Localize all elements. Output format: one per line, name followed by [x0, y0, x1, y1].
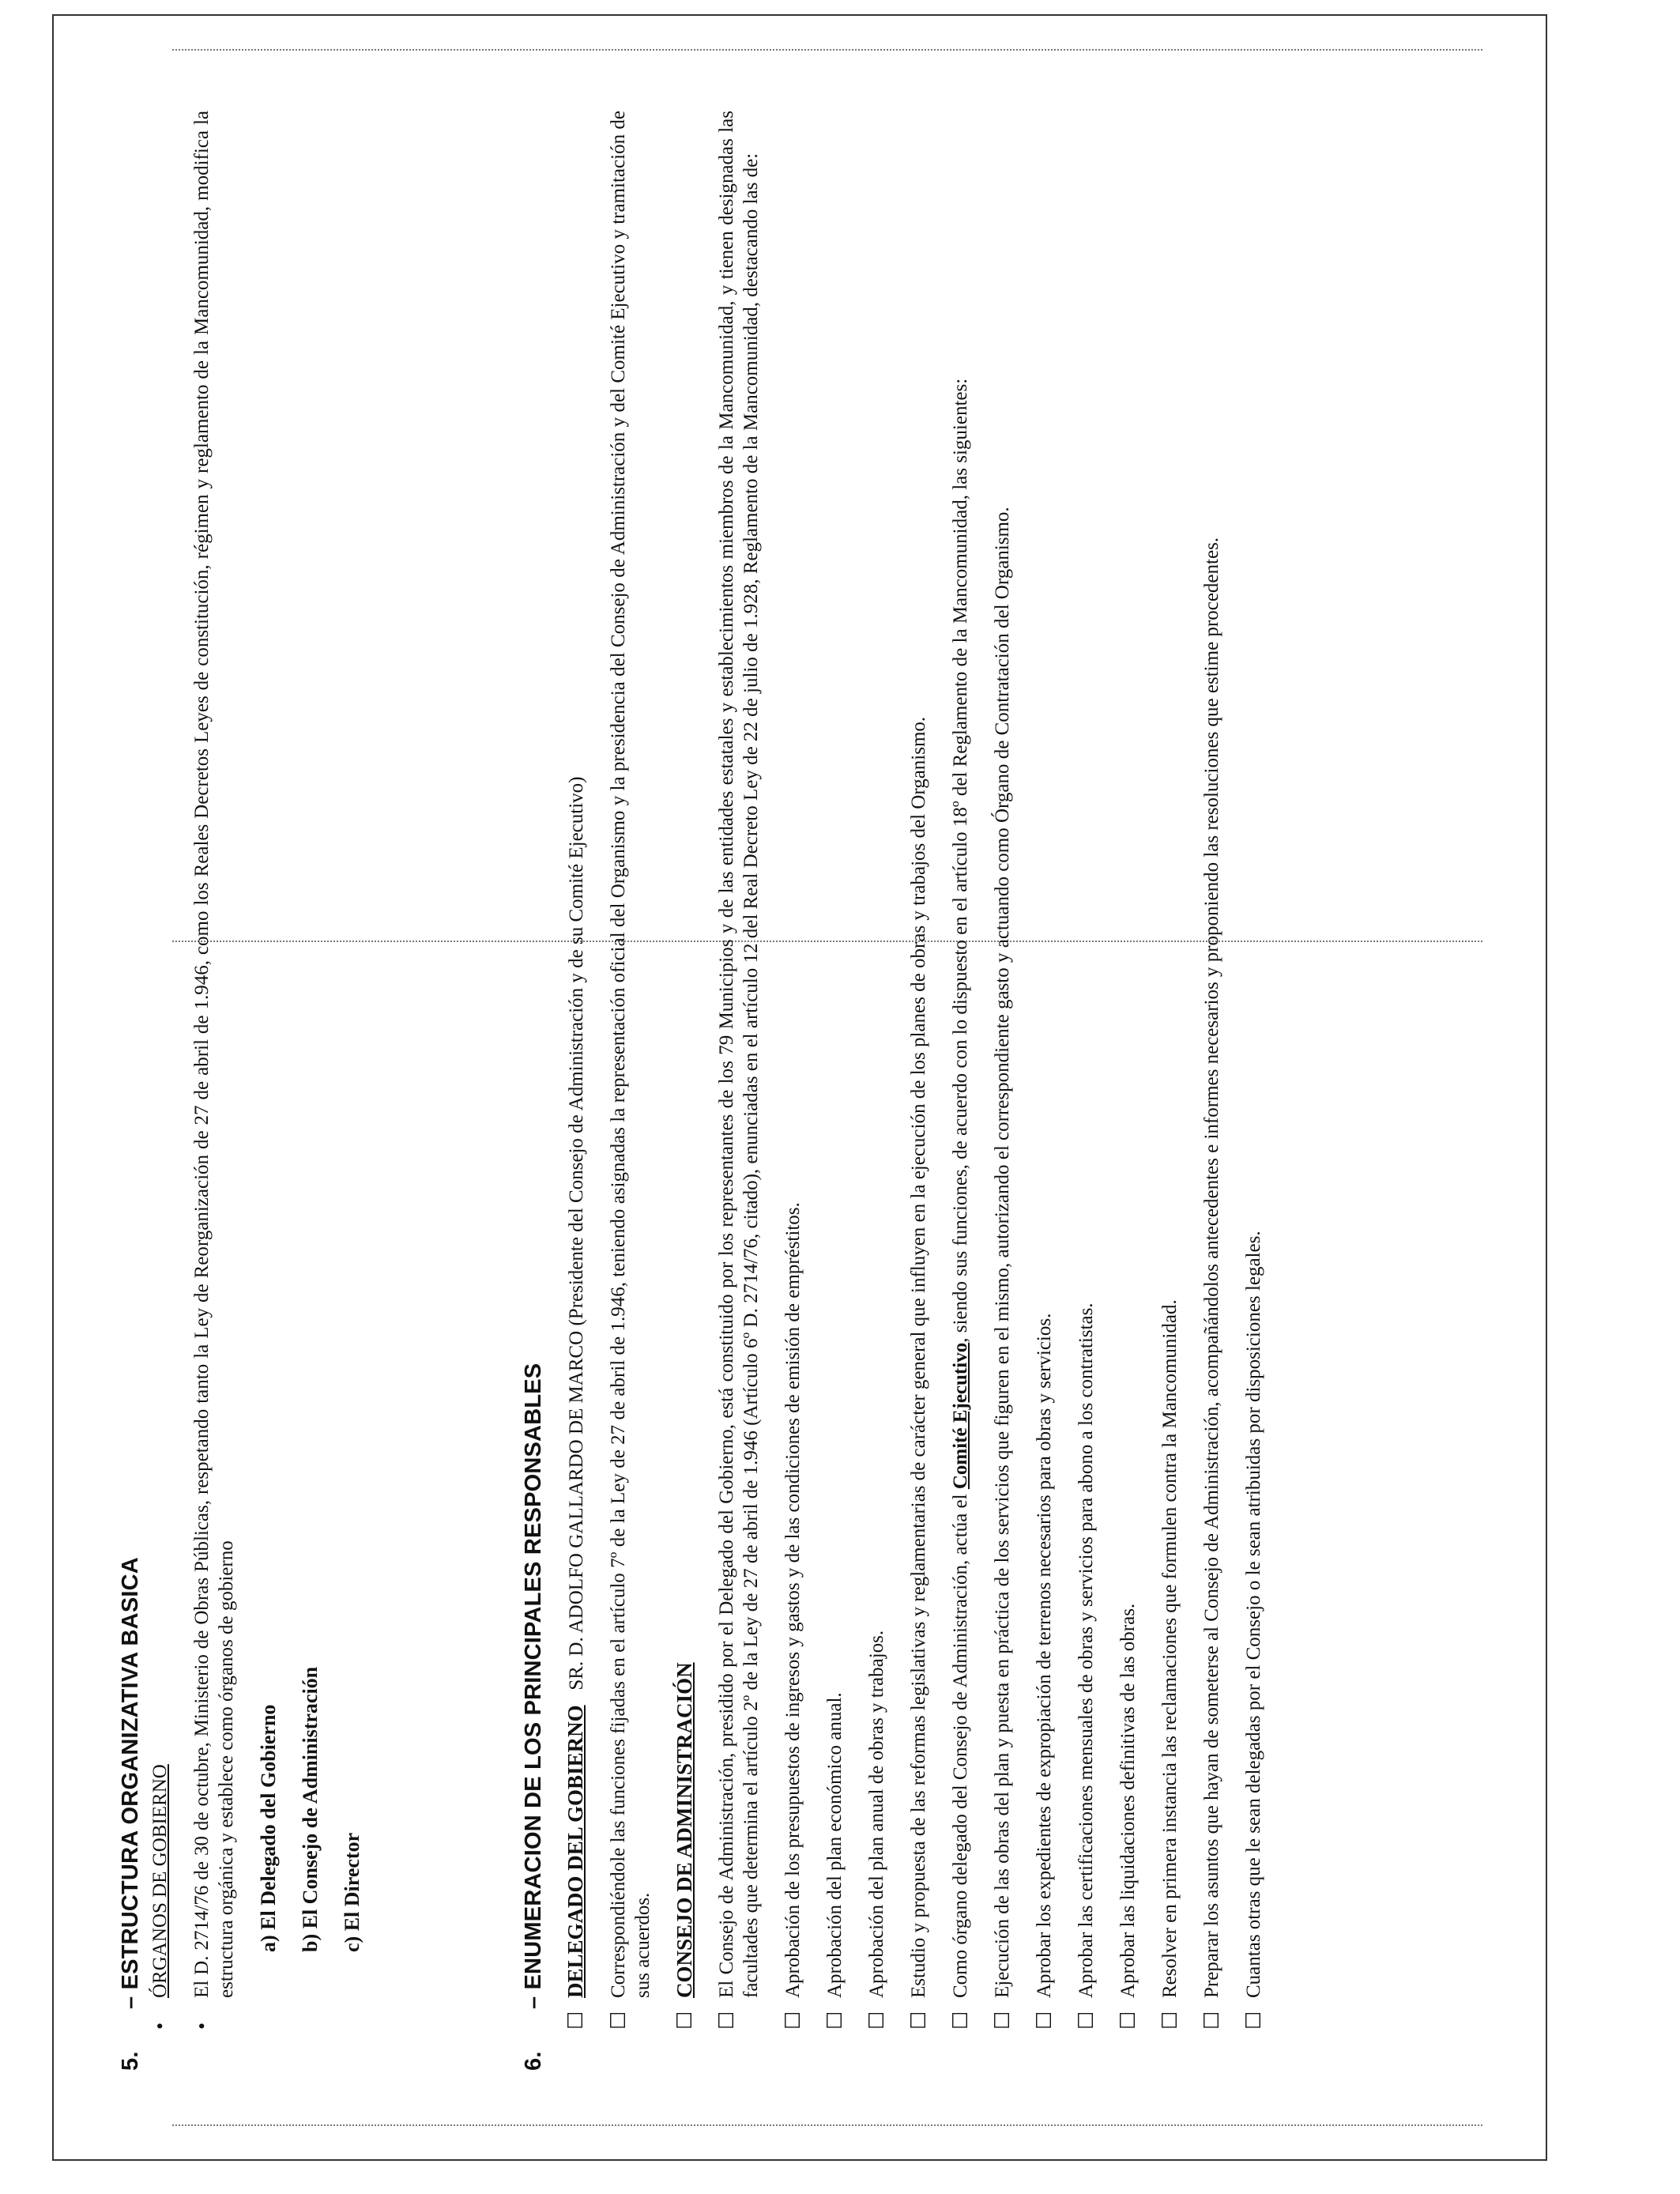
section-6	[522, 111, 1283, 2071]
consejo-text: El Consejo de Administración, presidido por el Delegado del Gobierno, está constituido por los representantes de los 79 Municipios y de las entidades estatales y establecimientos miembros de la Mancomunidad, y tienen designadas las facultades que determina el artículo 2º de la Ley de 27 de abril de 1.946 (Artículo 6º D. 2714/76, citado), enunciadas en el artículo 12 del Real Decreto Ley de 22 de julio de 1.928, Reglamento de la Mancomunidad, destacando las de:	[716, 111, 762, 1998]
delegado-functions: Correspondiéndole las funciones fijadas en el artículo 7º de la Ley de 27 de abril de 1.946, teniendo asignadas la representación oficial del Organismo y la presidencia del Consejo de Administración y del Comité Ejecutivo y tramitación de sus acuerdos.	[608, 111, 654, 1998]
comite-post: , siendo sus funciones, de acuerdo con lo dispuesto en el artículo 18º del Reglamento de la Mancomunidad, las siguientes:	[950, 378, 971, 1343]
item-text: Aprobar las certificaciones mensuales de obras y servicios para abono a los contratistas.	[1075, 1302, 1097, 1998]
organs-list	[256, 111, 364, 1952]
item-b-5	[1200, 111, 1224, 2071]
organ-delegado: a) El Delegado del Gobierno	[257, 1704, 280, 1952]
checkbox-icon: ☐	[1242, 2011, 1265, 2030]
organ-director: c) El Director	[341, 1832, 363, 1952]
item-text: Aprobación del plan anual de obras y trabajos.	[866, 1630, 887, 1998]
item-a-2	[864, 111, 889, 2071]
consejo-label: CONSEJO DE ADMINISTRACIÓN	[672, 1662, 696, 1998]
checkbox-icon: ☐	[1158, 2011, 1181, 2030]
checkbox-icon: ☐	[782, 2011, 804, 2030]
checkbox-icon: ☐	[865, 2011, 888, 2030]
section-5-number: 5.	[118, 2051, 143, 2071]
dotted-rule-bottom	[172, 2124, 1482, 2126]
item-b-6	[1241, 111, 1266, 2071]
decreto-paragraph: El D. 2714/76 de 30 de octubre, Ministerio de Obras Públicas, respetando tanto la Ley de Reorganización de 27 de abril de 1.946, como los Reales Decretos Leyes de constitución, régimen y reglamento de la Mancomunidad, modifica la estructura orgánica y establece como órganos de gobierno	[191, 111, 237, 1998]
section-6-heading	[522, 111, 546, 2071]
checkbox-icon: ☐	[607, 2011, 630, 2030]
item-text: Aprobación de los presupuestos de ingresos y gastos y de las condiciones de emisión de empréstitos.	[782, 1202, 804, 1998]
delegado-row	[563, 111, 589, 2071]
item-b-0	[990, 111, 1015, 2071]
item-text: Aprobación del plan económico anual.	[824, 1692, 846, 1998]
bullet-organos	[148, 111, 172, 2071]
item-a-0	[781, 111, 805, 2071]
checkbox-icon: ☐	[949, 2011, 972, 2030]
section-6-title: – ENUMERACION DE LOS PRINCIPALES RESPONSABLES	[521, 1363, 546, 2009]
comite-pre: Como órgano delegado del Consejo de Administración, actúa el	[950, 1494, 971, 1998]
dotted-rule-top	[172, 49, 1482, 51]
item-b-2	[1074, 111, 1098, 2071]
delegado-label: DELEGADO DEL GOBIERNO	[563, 1705, 587, 1998]
item-a-3	[906, 111, 931, 2071]
organ-consejo: b) El Consejo de Administración	[299, 1666, 322, 1952]
consejo-text-row	[714, 111, 763, 2071]
checkbox-icon: ☐	[823, 2011, 846, 2030]
bullet-decreto	[190, 111, 239, 2071]
comite-label: Comité Ejecutivo	[950, 1342, 971, 1490]
item-b-3	[1116, 111, 1140, 2071]
section-6-number: 6.	[521, 2051, 546, 2071]
checkbox-icon: ☐	[715, 2011, 738, 2030]
delegado-functions-row	[606, 111, 655, 2071]
consejo-label-row	[672, 111, 697, 2071]
item-text: Ejecución de las obras del plan y puesta en práctica de los servicios que figuren en el mismo, autorizando el correspondiente gasto y actuando como Órgano de Contratación del Organismo.	[992, 507, 1013, 1998]
checkbox-icon: ☐	[991, 2011, 1014, 2030]
checkbox-icon: ☐	[564, 2011, 587, 2030]
checkbox-icon: ☐	[1075, 2011, 1098, 2030]
bullet-icon: •	[149, 2022, 171, 2030]
item-text: Resolver en primera instancia las reclamaciones que formulen contra la Mancomunidad.	[1159, 1299, 1181, 1998]
checkbox-icon: ☐	[1200, 2011, 1223, 2030]
checkbox-icon: ☐	[673, 2011, 696, 2030]
section-5-title: – ESTRUCTURA ORGANIZATIVA BASICA	[118, 1557, 143, 2009]
rotated-page-content	[0, 63, 1462, 2118]
comite-row	[948, 111, 973, 2071]
checkbox-icon: ☐	[907, 2011, 930, 2030]
checkbox-icon: ☐	[1033, 2011, 1056, 2030]
item-text: Preparar los asuntos que hayan de someterse al Consejo de Administración, acompañándolos antecedentes e informes necesarios y proponiendo las resoluciones que estime procedentes.	[1201, 537, 1222, 1998]
item-b-4	[1158, 111, 1182, 2071]
checkbox-icon: ☐	[1117, 2011, 1139, 2030]
item-text: Estudio y propuesta de las reformas legislativas y reglamentarias de carácter general que influyen en la ejecución de los planes de obras y trabajos del Organismo.	[908, 716, 929, 1998]
item-a-1	[823, 111, 847, 2071]
delegado-name: SR. D. ADOLFO GALLARDO DE MARCO (Presidente del Consejo de Administración y de su Comité Ejecutivo)	[566, 776, 587, 1691]
organos-subtitle: ÓRGANOS DE GOBIERNO	[149, 1764, 171, 1998]
item-b-1	[1032, 111, 1057, 2071]
section-5-heading	[119, 111, 143, 2071]
section-5	[119, 111, 382, 2071]
item-text: Cuantas otras que le sean delegadas por el Consejo o le sean atribuidas por disposiciones legales.	[1243, 1231, 1264, 1998]
item-text: Aprobar los expedientes de expropiación de terrenos necesarios para obras y servicios.	[1034, 1313, 1055, 1998]
bullet-icon: •	[190, 2022, 213, 2030]
item-text: Aprobar las liquidaciones definitivas de las obras.	[1117, 1603, 1139, 1998]
